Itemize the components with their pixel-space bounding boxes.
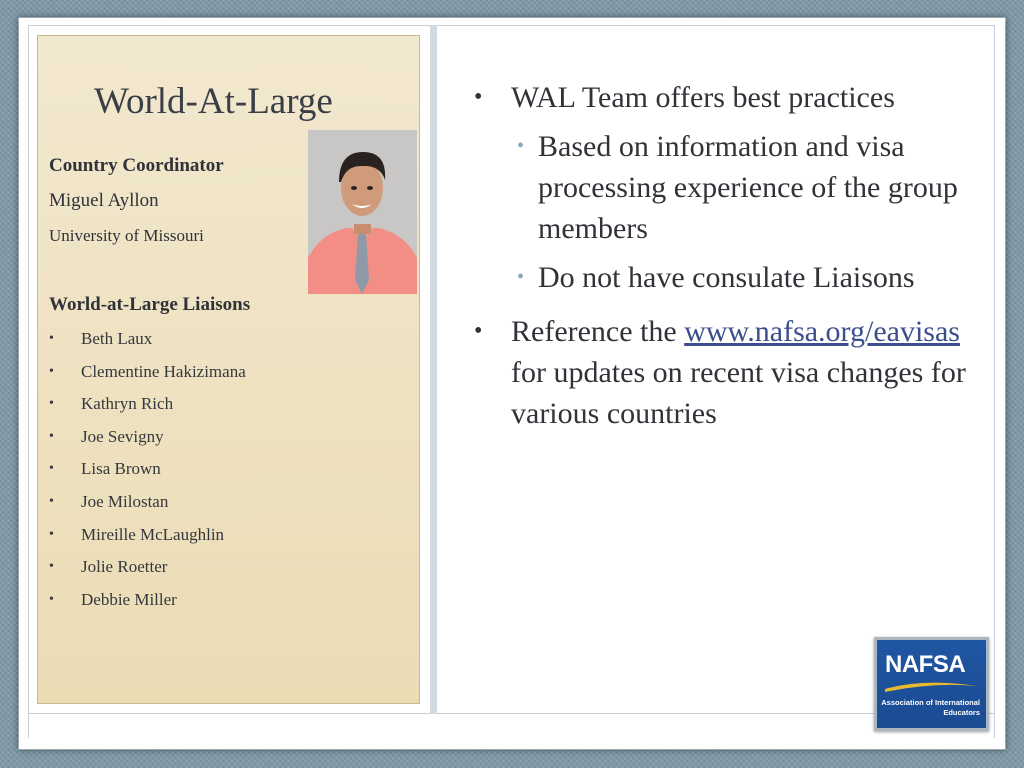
list-item (49, 524, 246, 557)
liaison-list (49, 328, 246, 621)
bullet-icon: • (49, 363, 54, 379)
bullet-text: WAL Team offers best practices (511, 81, 895, 114)
bullet-icon: • (49, 461, 54, 477)
logo-name: NAFSA (885, 651, 966, 678)
frame-line (28, 25, 994, 26)
frame-line (28, 713, 994, 714)
liaison-name: Debbie Miller (81, 589, 177, 609)
coordinator-name: Miguel Ayllon (49, 190, 159, 211)
liaison-name: Kathryn Rich (81, 394, 174, 414)
frame-line (28, 25, 29, 738)
list-item (49, 589, 246, 622)
liaison-name: Beth Laux (81, 329, 153, 348)
list-item (49, 361, 246, 394)
liaison-name: Joe Sevigny (81, 426, 164, 446)
swoosh-icon (883, 680, 979, 694)
bullet-icon: • (49, 331, 54, 346)
sub-bullet-item (471, 257, 971, 298)
list-item (49, 393, 246, 426)
bullet-icon: • (49, 396, 54, 412)
left-panel (37, 35, 420, 704)
content-area (471, 77, 971, 434)
liaison-name: Joe Milostan (81, 491, 169, 511)
bullet-icon: • (49, 428, 54, 444)
bullet-item (471, 311, 971, 434)
liaisons-heading: World-at-Large Liaisons (49, 294, 251, 315)
bullet-text-pre: Reference the (511, 315, 677, 348)
liaison-name: Jolie Roetter (81, 557, 168, 577)
bullet-item (471, 77, 971, 118)
liaison-name: Lisa Brown (81, 459, 161, 479)
bullet-icon: • (474, 318, 483, 344)
person-photo-icon (308, 130, 417, 294)
frame-line (994, 25, 995, 738)
liaison-name: Mireille McLaughlin (81, 524, 225, 544)
sub-bullet-icon: • (517, 135, 525, 157)
panel-title: World-At-Large (94, 81, 333, 122)
coordinator-block (49, 154, 299, 247)
bullet-icon: • (49, 493, 54, 509)
bullet-icon: • (474, 84, 483, 110)
list-item (49, 426, 246, 459)
logo-tagline: Association of International Educators (881, 698, 980, 717)
bullet-icon: • (49, 591, 54, 607)
sub-bullet-item (471, 126, 971, 249)
sub-bullet-text: Based on information and visa processing experience of the group members (538, 130, 958, 245)
list-item (49, 458, 246, 491)
nafsa-logo (874, 637, 989, 731)
list-item (49, 556, 246, 589)
coordinator-org: University of Missouri (49, 226, 204, 245)
liaison-name: Clementine Hakizimana (81, 361, 246, 381)
nafsa-eavisas-link[interactable]: www.nafsa.org/eavisas (684, 315, 960, 348)
slide (18, 17, 1006, 750)
sub-bullet-text: Do not have consulate Liaisons (538, 261, 915, 294)
bullet-icon: • (49, 559, 54, 575)
sub-bullet-icon: • (517, 266, 525, 288)
coordinator-photo (308, 130, 417, 294)
list-item (49, 328, 246, 361)
list-item (49, 491, 246, 524)
bullet-icon: • (49, 526, 54, 542)
column-divider (430, 25, 437, 714)
coordinator-heading: Country Coordinator (49, 155, 224, 176)
bullet-text-post: for updates on recent visa changes for various countries (511, 356, 966, 430)
